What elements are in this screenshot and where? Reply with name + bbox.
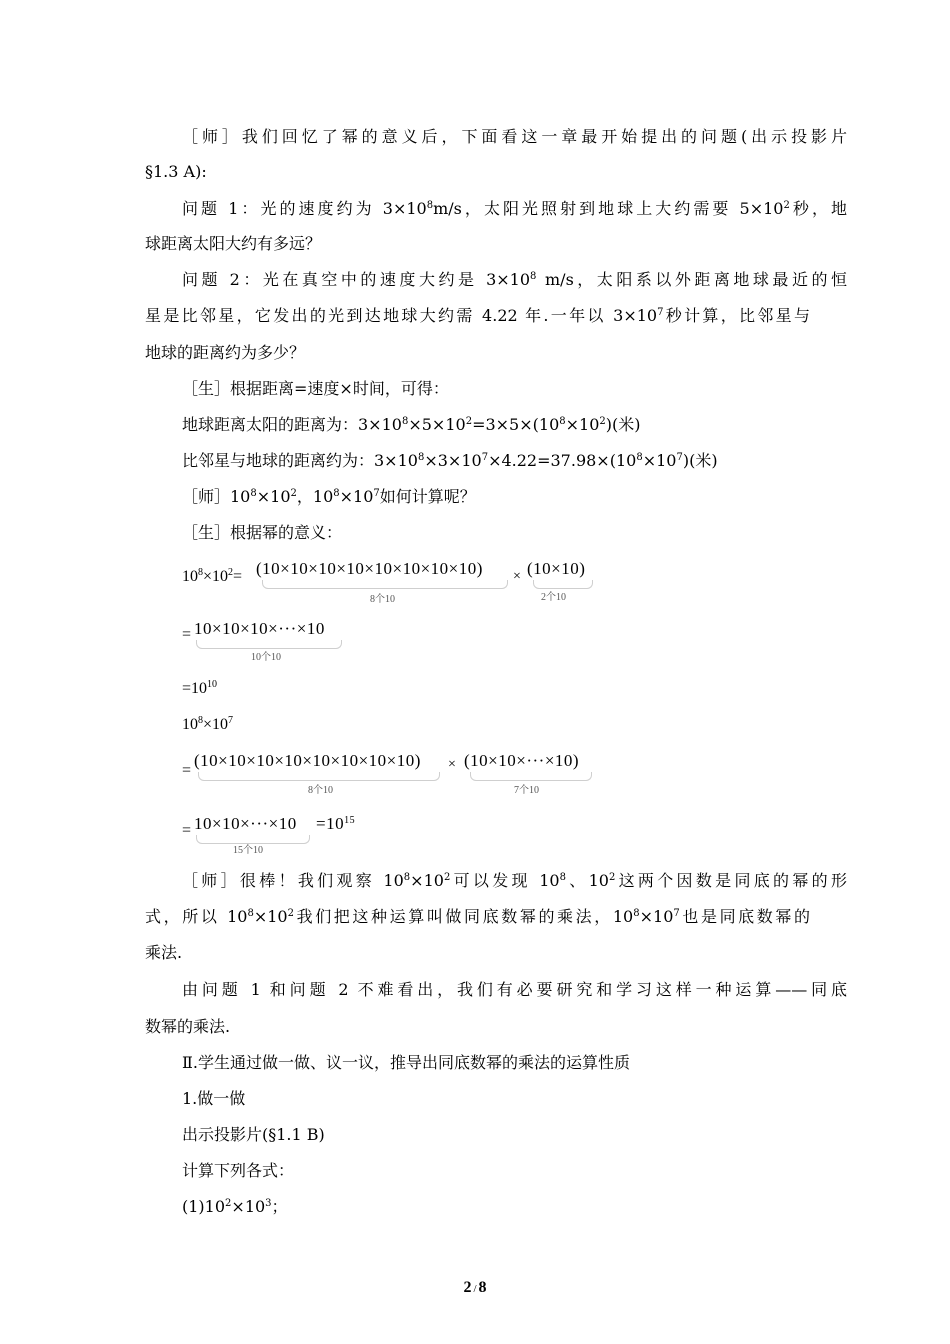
paragraph-teacher-intro-line2 — [145, 162, 810, 182]
count-label-2: 2个10 — [541, 592, 566, 603]
result-10-pow-15: $=10^{15}$ — [316, 814, 356, 833]
student-answer-2 — [182, 523, 847, 543]
paragraph-summary-line2 — [145, 1017, 810, 1037]
text: 比邻星与地球的距离约为：$3\times 10^8\times 3\times 10^7\times 4.22=37.98\times(10^8\times 10^7)$(米) — [182, 451, 718, 470]
text: 球距离太阳大约有多远？ — [145, 234, 322, 253]
question2-line2 — [145, 306, 810, 326]
text: 计算下列各式： — [182, 1161, 295, 1180]
subsection-heading-1 — [182, 1089, 847, 1109]
text: ［师$]10^8\times 10^2$，$10^8\times 10^7$如何计算呢？ — [182, 487, 476, 506]
expr-eight-tens: (10×10×10×10×10×10×10×10) — [256, 559, 483, 578]
text: Ⅱ.学生通过做一做、议一议，推导出同底数幂的乘法的运算性质 — [182, 1053, 630, 1072]
expr-two-tens: (10×10) — [527, 559, 586, 578]
question2-line1 — [182, 270, 847, 290]
text: 乘法. — [145, 943, 183, 962]
distance-proxima-line — [182, 451, 847, 471]
paragraph-summary-line1 — [182, 980, 847, 1000]
text: 地球的距离约为多少？ — [145, 343, 306, 362]
exercise-1 — [182, 1197, 847, 1217]
count-label-15: 15个10 — [233, 845, 263, 856]
text: §1.3 A): — [145, 162, 207, 181]
text: $(1)10^2\times 10^3$； — [182, 1197, 288, 1216]
text: 出示投影片(§1.1 B) — [182, 1125, 325, 1144]
underbrace — [470, 772, 592, 781]
text: ［师］很棒！我们观察 $10^8\times 10^2$可以发现 $10^8$、$10^2$这两个因数是同底的幂的形 — [182, 871, 847, 890]
distance-sun-line — [182, 415, 847, 435]
expr-eight-tens-2: (10×10×10×10×10×10×10×10) — [194, 751, 421, 770]
teacher-explanation-line2 — [145, 907, 810, 927]
text: 由问题 1 和问题 2 不难看出，我们有必要研究和学习这样一种运算——同底 — [182, 980, 847, 999]
times-sign: × — [448, 757, 456, 772]
current-page: 2 — [463, 1279, 472, 1296]
count-label-7: 7个10 — [514, 785, 539, 796]
count-label-8: 8个10 — [308, 785, 333, 796]
text: 地球距离太阳的距离为：$3\times 10^8\times 5\times 10^2=3\times 5\times(10^8\times 10^2)$(米) — [182, 415, 641, 434]
paragraph-teacher-intro-line1 — [182, 127, 847, 147]
times-sign: × — [513, 569, 521, 584]
text: 式，所以 $10^8\times 10^2$我们把这种运算叫做同底数幂的乘法，$10^8\times 10^7$也是同底数幂的 — [145, 907, 810, 926]
text: 1.做一做 — [182, 1089, 246, 1108]
question1-line2 — [145, 234, 810, 254]
text: 数幂的乘法. — [145, 1017, 231, 1036]
student-answer-1 — [182, 379, 847, 399]
total-pages: 8 — [478, 1279, 487, 1296]
underbrace — [198, 772, 440, 781]
text: ［生］根据幂的意义： — [182, 523, 343, 542]
equation-lhs-1: $10^8\times 10^2=$ — [182, 567, 243, 585]
equals-sign: = — [182, 626, 192, 643]
text: ［生］根据距离=速度×时间，可得： — [182, 379, 449, 398]
paragraph-compute — [182, 1161, 847, 1181]
teacher-explanation-line3 — [145, 943, 810, 963]
question1-line1 — [182, 199, 847, 219]
question2-line3 — [145, 343, 810, 363]
result-10-pow-10: $=10^{10}$ — [182, 679, 218, 697]
text: 星是比邻星，它发出的光到达地球大约需 4.22 年.一年以 $3\times 10^7$秒计算，比邻星与 — [145, 306, 810, 325]
equals-sign: = — [182, 822, 192, 839]
expr-seven-tens: (10×10×···×10) — [464, 751, 580, 770]
underbrace — [262, 580, 508, 589]
count-label-8: 8个10 — [370, 594, 395, 605]
page-separator: / — [473, 1283, 477, 1295]
text: ［师］我们回忆了幂的意义后，下面看这一章最开始提出的问题(出示投影片 — [182, 127, 847, 146]
page-number — [0, 1279, 950, 1297]
text: 问题 2：光在真空中的速度大约是 $3\times 10^8$ m/s，太阳系以外距离地球最近的恒 — [182, 270, 847, 289]
count-label-10: 10个10 — [251, 652, 281, 663]
text: 问题 1：光的速度约为 $3\times 10^8m/s$，太阳光照射到地球上大约需要 $5\times 10^2$秒，地 — [182, 199, 847, 218]
section-heading-ii — [182, 1053, 847, 1073]
teacher-explanation-line1 — [182, 871, 847, 891]
teacher-question-2 — [182, 487, 847, 507]
equation-lhs-2: $10^8\times 10^7$ — [182, 715, 234, 733]
expr-fifteen-tens: 10×10×···×10 — [194, 814, 297, 833]
paragraph-slide — [182, 1125, 847, 1145]
expr-ten-tens: 10×10×10×···×10 — [194, 619, 325, 638]
equals-sign: = — [182, 762, 192, 779]
